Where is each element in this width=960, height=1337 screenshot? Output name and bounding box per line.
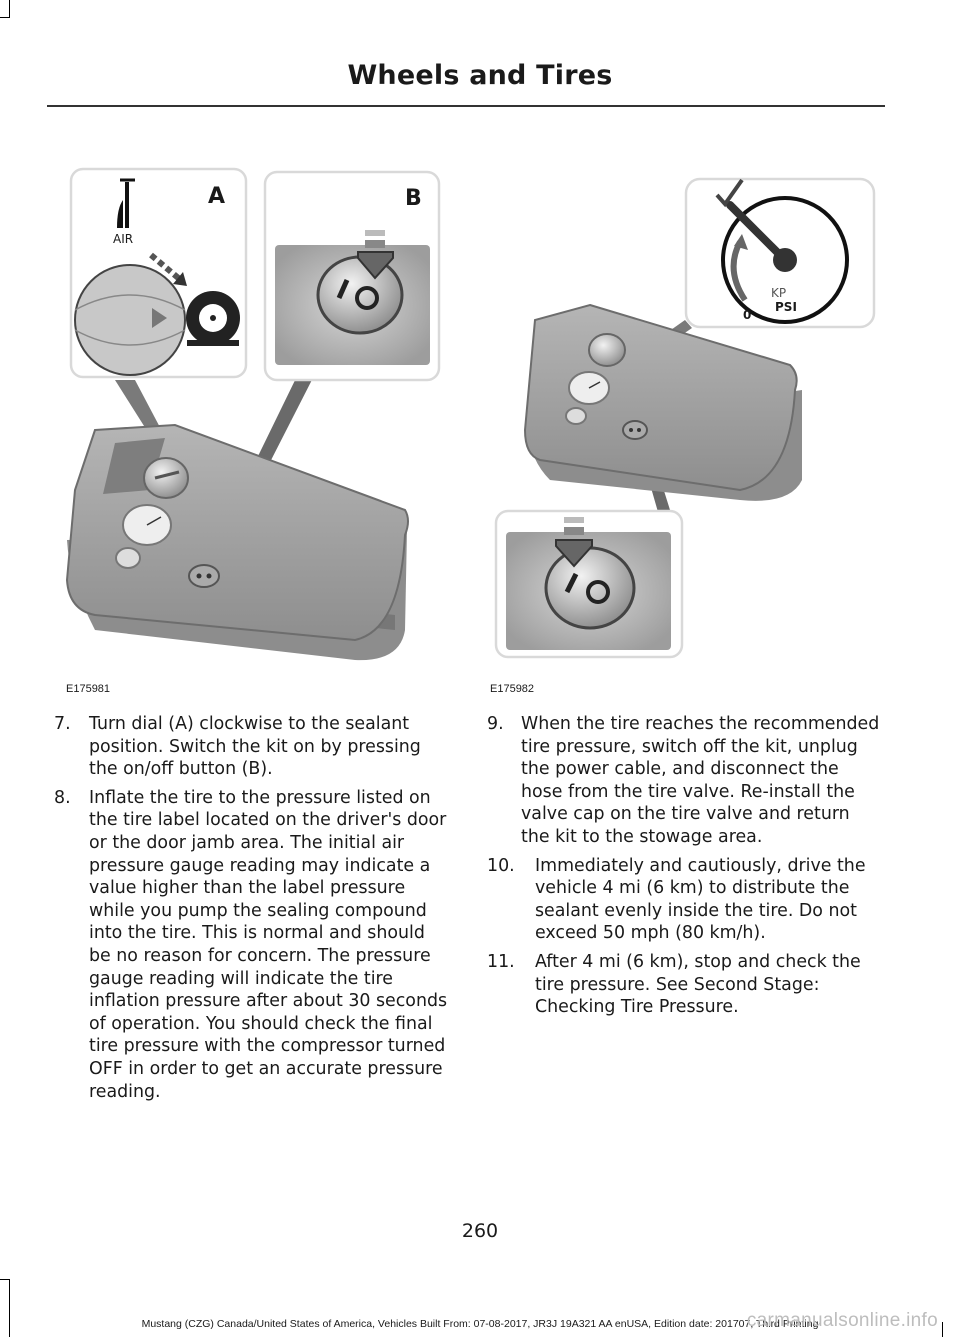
crop-mark-top-left-h (0, 17, 10, 18)
header-rule (47, 105, 885, 107)
step-text: Turn dial (A) clockwise to the sealant position. Switch the kit on by pressing the on/off button (B). (89, 714, 421, 780)
step-text: When the tire reaches the recommended tire pressure, switch off the kit, unplug the power cable, and disconnect the hose from the tire valve. Re-install the valve cap on the tire valve and return the kit to the stowage area. (521, 714, 880, 847)
step-number: 10. (487, 855, 515, 876)
list-item (54, 787, 449, 1103)
right-column (487, 713, 882, 1025)
page-number: 260 (461, 1220, 499, 1242)
gauge-units-bottom: PSI (775, 300, 797, 314)
figure-right (490, 160, 890, 680)
step-text: Inflate the tire to the pressure listed on the tire label located on the driver's door or the door jamb area. The initial air pressure gauge reading may indicate a value higher than the label pressure while you pump the sealing compound into the tire. This is normal and should be no reason for concern. The pressure gauge reading will indicate the tire inflation pressure after about 30 seconds of operation. You should check the final tire pressure with the compressor turned OFF in order to get an accurate pressure reading. (89, 787, 448, 1102)
left-column (54, 713, 449, 1109)
step-text: After 4 mi (6 km), stop and check the tire pressure. See Second Stage: Checking Tire Pressure. (535, 951, 861, 1018)
list-item (487, 855, 882, 945)
air-label: AIR (113, 232, 134, 246)
step-number: 9. (487, 714, 504, 734)
step-number: 7. (54, 714, 71, 734)
figure-left (55, 160, 455, 680)
list-item (487, 951, 882, 1019)
list-item (487, 713, 882, 849)
label-b: B (405, 186, 422, 211)
crop-mark-bottom-left-h (0, 1279, 10, 1280)
label-a: A (208, 184, 226, 209)
figure-right-code: E175982 (490, 683, 535, 695)
gauge-units-top: KP (771, 286, 787, 300)
crop-mark-top-left-v (9, 0, 10, 18)
step-number: 8. (54, 787, 71, 808)
figure-left-code: E175981 (66, 683, 111, 695)
watermark: carmanualsonline.info (746, 1310, 938, 1331)
step-text: Immediately and cautiously, drive the vehicle 4 mi (6 km) to distribute the sealant evenly inside the tire. Do not exceed 50 mph (80 km/h). (535, 855, 866, 944)
footer-text: Mustang (CZG) Canada/United States of America, Vehicles Built From: 07-08-2017, JR3J 19A321 AA enUSA, Edition date: 201707, Third Printing (141, 1318, 819, 1330)
page-title: Wheels and Tires (347, 60, 613, 91)
gauge-zero: 0 (743, 308, 752, 322)
step-number: 11. (487, 951, 515, 972)
figure-right-illustration (490, 160, 890, 680)
list-item (54, 713, 449, 781)
